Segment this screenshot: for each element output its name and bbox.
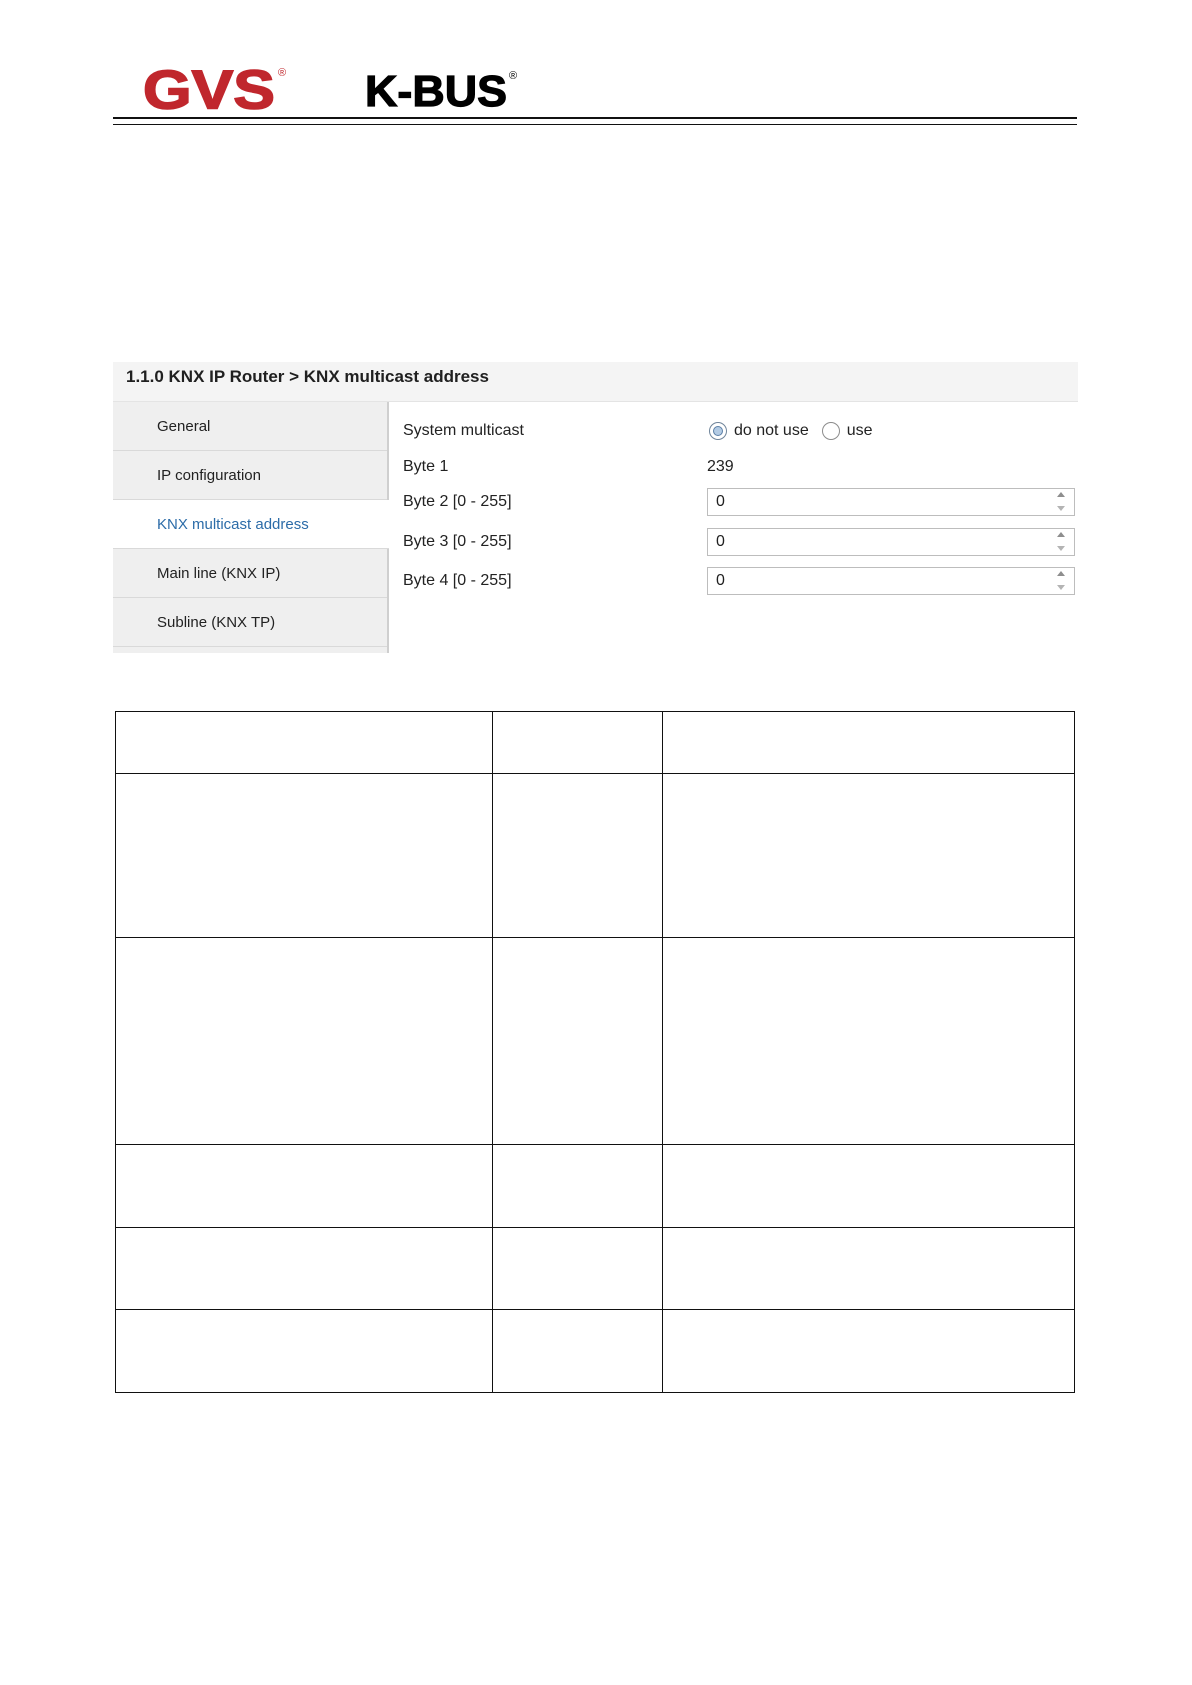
parameter-nav — [113, 402, 389, 653]
kbus-logo — [365, 60, 525, 115]
radio-button-icon[interactable] — [709, 422, 727, 440]
param-row-byte1 — [389, 453, 1078, 481]
byte1-value: 239 — [707, 458, 734, 475]
kbus-registered-mark: ® — [509, 70, 518, 82]
byte3-input[interactable] — [707, 528, 1075, 556]
spinner-down-icon[interactable] — [1055, 582, 1067, 594]
table-cell — [493, 1310, 663, 1393]
window-breadcrumb: 1.1.0 KNX IP Router > KNX multicast address — [113, 362, 1078, 402]
table-header-row — [116, 712, 1075, 774]
byte2-input[interactable] — [707, 488, 1075, 516]
param-row-byte2 — [389, 488, 1078, 516]
radio-label-use[interactable]: use — [846, 422, 873, 439]
table-cell — [116, 712, 493, 774]
table-cell — [493, 1145, 663, 1228]
param-row-byte4 — [389, 567, 1078, 595]
byte2-spin-field — [707, 488, 1075, 516]
radio-option-use[interactable] — [822, 422, 873, 440]
byte2-label: Byte 2 [0 - 255] — [403, 493, 512, 510]
table-cell — [116, 938, 493, 1145]
system-multicast-radio-group — [707, 417, 886, 445]
table-cell — [663, 1228, 1075, 1310]
table-row — [116, 1145, 1075, 1228]
spinner-up-icon[interactable] — [1055, 529, 1067, 541]
ets-parameter-window — [113, 362, 1078, 653]
param-row-system-multicast — [389, 417, 1078, 445]
table-cell — [116, 1145, 493, 1228]
nav-item-ip-configuration[interactable]: IP configuration — [113, 451, 387, 500]
table-cell — [663, 938, 1075, 1145]
table-row — [116, 938, 1075, 1145]
byte1-label: Byte 1 — [403, 458, 449, 475]
byte4-label: Byte 4 [0 - 255] — [403, 572, 512, 589]
spinner-down-icon[interactable] — [1055, 543, 1067, 555]
table-row — [116, 1310, 1075, 1393]
spinner-down-icon[interactable] — [1055, 503, 1067, 515]
spinner-up-icon[interactable] — [1055, 568, 1067, 580]
nav-item-knx-multicast-address[interactable]: KNX multicast address — [113, 500, 389, 549]
table-row — [116, 1228, 1075, 1310]
table-cell — [493, 938, 663, 1145]
table-cell — [493, 712, 663, 774]
param-row-byte3 — [389, 528, 1078, 556]
radio-button-icon[interactable] — [822, 422, 840, 440]
byte3-label: Byte 3 [0 - 255] — [403, 533, 512, 550]
table-cell — [493, 1228, 663, 1310]
table-cell — [663, 1310, 1075, 1393]
table-row — [116, 774, 1075, 938]
system-multicast-label: System multicast — [403, 422, 524, 439]
byte4-input[interactable] — [707, 567, 1075, 595]
gvs-logo — [143, 58, 293, 121]
kbus-logo-text: K-BUS — [365, 67, 507, 116]
parameter-description-table — [115, 711, 1075, 1393]
byte4-spin-field — [707, 567, 1075, 595]
parameter-panel — [389, 402, 1078, 653]
byte3-spin-field — [707, 528, 1075, 556]
table-cell — [663, 712, 1075, 774]
table-cell — [116, 1228, 493, 1310]
gvs-registered-mark: ® — [278, 67, 287, 79]
header-double-rule — [113, 117, 1077, 125]
nav-item-general[interactable]: General — [113, 402, 387, 451]
table-cell — [663, 774, 1075, 938]
table-cell — [663, 1145, 1075, 1228]
table-cell — [493, 774, 663, 938]
table-cell — [116, 774, 493, 938]
gvs-logo-text: GVS — [143, 58, 275, 121]
nav-item-main-line[interactable]: Main line (KNX IP) — [113, 549, 387, 598]
table-cell — [116, 1310, 493, 1393]
nav-item-subline[interactable]: Subline (KNX TP) — [113, 598, 387, 647]
spinner-up-icon[interactable] — [1055, 489, 1067, 501]
radio-option-do-not-use[interactable] — [709, 422, 809, 440]
radio-label-do-not-use[interactable]: do not use — [734, 422, 809, 439]
